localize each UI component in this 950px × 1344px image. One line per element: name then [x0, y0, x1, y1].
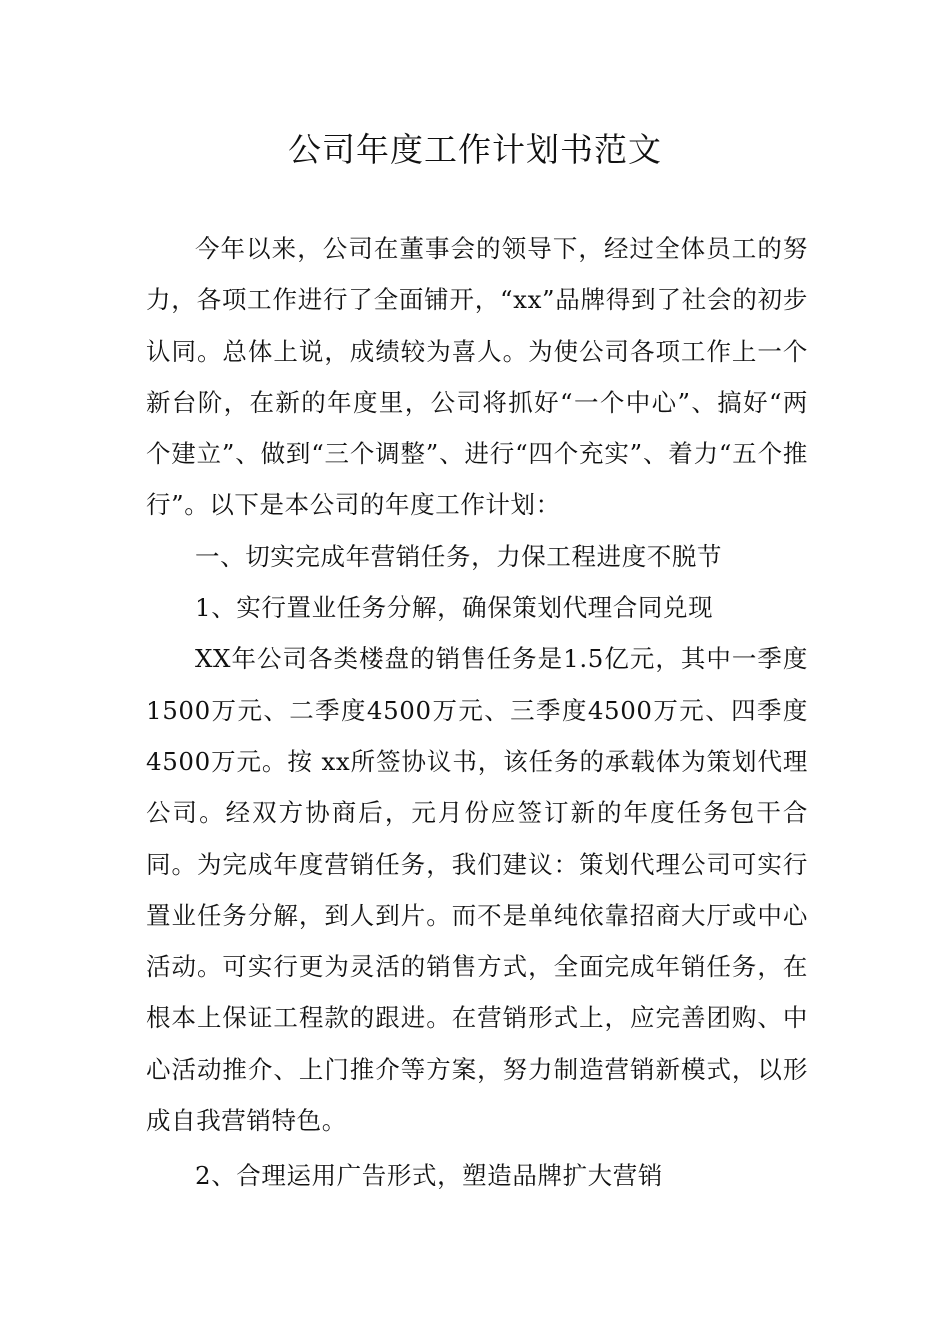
document-title: 公司年度工作计划书范文 [288, 130, 662, 169]
item-1-heading: 1、实行置业任务分解，确保策划代理合同兑现 [195, 593, 714, 623]
document-body [146, 223, 808, 1202]
item-2-heading: 2、合理运用广告形式，塑造品牌扩大营销 [195, 1161, 663, 1191]
section-1-heading: 一、切实完成年营销任务，力保工程进度不脱节 [195, 541, 723, 571]
intro-paragraph: 今年以来，公司在董事会的领导下，经过全体员工的努力，各项工作进行了全面铺开，“xx”品牌得到了社会的初步认同。总体上说，成绩较为喜人。为使公司各项工作上一个新台阶，在新的年度里，公司将抓好“一个中心”、搞好“两个建立”、做到“三个调整”、进行“四个充实”、着力“五个推行”。以下是本公司的年度工作计划： [146, 234, 808, 520]
item-1-paragraph: XX年公司各类楼盘的销售任务是1.5亿元，其中一季度1500万元、二季度4500万元、三季度4500万元、四季度4500万元。按 xx所签协议书，该任务的承载体为策划代理公司。经双方协商后，元月份应签订新的年度任务包干合同。为完成年度营销任务，我们建议：策划代理公司可实行置业任务分解，到人到片。而不是单纯依靠招商大厅或中心活动。可实行更为灵活的销售方式，全面完成年销任务，在根本上保证工程款的跟进。在营销形式上，应完善团购、中心活动推介、上门推介等方案，努力制造营销新模式，以形成自我营销特色。 [146, 644, 808, 1136]
